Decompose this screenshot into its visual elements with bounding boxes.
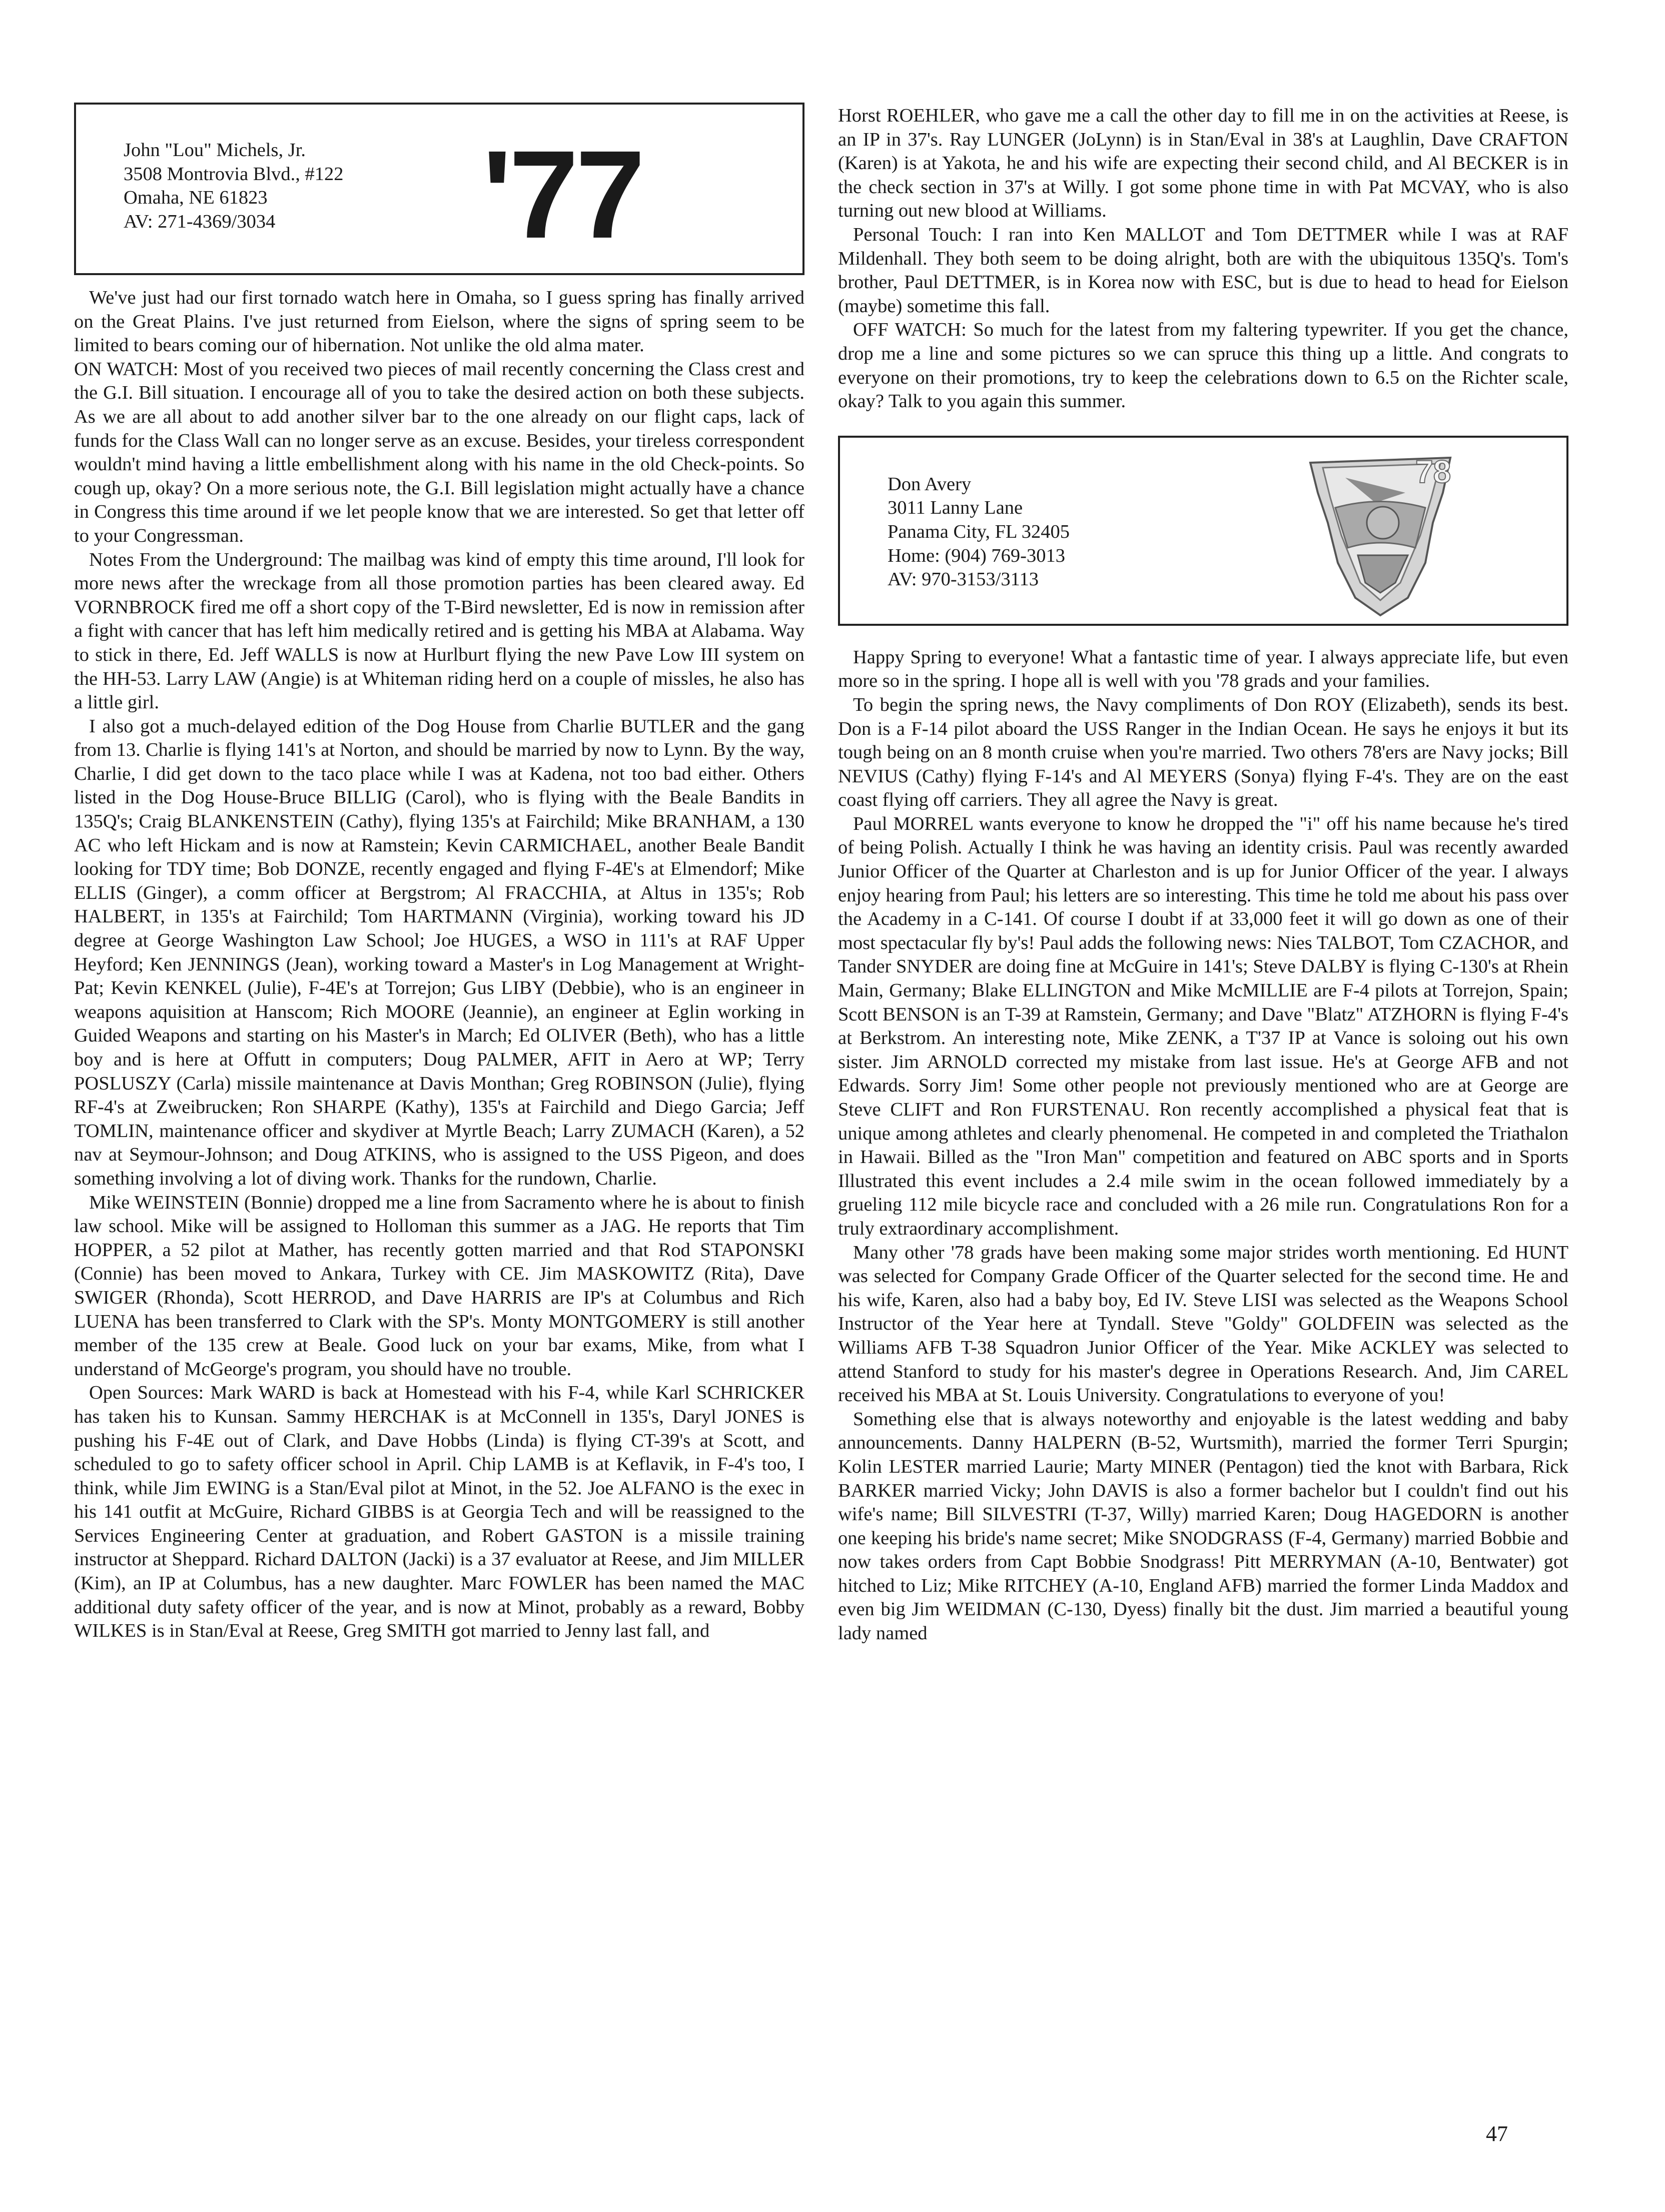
correspondent-name: Don Avery — [888, 473, 972, 495]
page-number: 47 — [1486, 2121, 1508, 2146]
correspondent-city: Omaha, NE 61823 — [124, 187, 268, 209]
paragraph: Something else that is always noteworthy and enjoyable is the latest wedding and baby announcements. Danny HALPERN (B-52, Wurtsmith), married the former Terri Spurgin; Kolin LESTER married Laurie; Marty MINER (Pentagon) tied the knot with Barbara, Rick BARKER married Vicky; John DAVIS is also a former bachelor but I couldn't find out his wife's name; Bill SILVESTRI (T-37, Willy) married Karen; Doug HAGEDORN is another one keeping his bride's name secret; Mike SNODGRASS (F-4, Germany) married Bobbie and now takes orders from Capt Bobbie Snodgrass! Pitt MERRYMAN (A-10, Bentwater) got hitched to Liz; Mike RITCHEY (A-10, England AFB) married the former Linda Maddox and even big Jim WEIDMAN (C-130, Dyess) finally bit the dust. Jim married a beautiful young lady named — [838, 1408, 1568, 1644]
paragraph: I also got a much-delayed edition of the Dog House from Charlie BUTLER and the gang from 13. Charlie is flying 141's at Norton, and should be married by now to Lynn. By the way, Charlie, I did get down to the taco place while I was at Kadena, not too bad either. Others listed in the Dog House-Bruce BILLIG (Carol), who is flying with the Beale Bandits in 135Q's; Craig BLANKENSTEIN (Cathy), flying 135's at Fairchild; Mike BRANHAM, a 130 AC who left Hickam and is now at Ramstein; Kevin CARMICHAEL, another Beale Bandit looking for TDY time; Bob DONZE, recently engaged and flying F-4E's at Elmendorf; Mike ELLIS (Ginger), a comm officer at Bergstrom; Al FRACCHIA, at Altus in 135's; Rob HALBERT, in 135's at Fairchild; Tom HARTMANN (Virginia), working toward his JD degree at George Washington Law School; Joe HUGES, a WSO in 111's at RAF Upper Heyford; Ken JENNINGS (Jean), working toward a Master's in Log Management at Wright-Pat; Kevin KENKEL (Julie), F-4E's at Torrejon; Gus LIBY (Debbie), who is an engineer in weapons aquisition at Hanscom; Rich MOORE (Jeannie), an engineer at Eglin working in Guided Weapons and starting on his Master's in March; Ed OLIVER (Beth), who has a little boy and is here at Offutt in computers; Doug PALMER, AFIT in Aero at WP; Terry POSLUSZY (Carla) missile maintenance at Davis Monthan; Greg ROBINSON (Julie), flying RF-4's at Zweibrucken; Ron SHARPE (Kathy), 135's at Fairchild and Diego Garcia; Jeff TOMLIN, maintenance officer and skydiver at Myrtle Beach; Larry ZUMACH (Karen), a 52 nav at Seymour-Johnson; and Doug ATKINS, who is assigned to the USS Pigeon, and does something involving a lot of diving work. Thanks for the rundown, Charlie. — [74, 715, 804, 1189]
column-right — [838, 104, 1568, 1646]
paragraph: Many other '78 grads have been making some major strides worth mentioning. Ed HUNT was selected for Company Grade Officer of the Quarter selected for the second time. He and his wife, Karen, also had a baby boy, Ed IV. Steve LISI was selected as the Weapons School Instructor of the Year here at Tyndall. Steve "Goldy" GOLDFEIN was selected as the Williams AFB T-38 Squadron Junior Officer of the Year. Mike ACKLEY was selected to attend Stanford to study for his master's degree in Operations Research. And, Jim CAREL received his MBA at St. Louis University. Congratulations to everyone of you! — [838, 1242, 1568, 1406]
paragraph: Happy Spring to everyone! What a fantastic time of year. I always appreciate life, but even more so in the spring. I hope all is well with you '78 grads and your families. — [838, 646, 1568, 692]
paragraph: Open Sources: Mark WARD is back at Homestead with his F-4, while Karl SCHRICKER has taken his to Kunsan. Sammy HERCHAK is at McConnell in 135's, Daryl JONES is pushing his F-4E out of Clark, and Dave Hobbs (Linda) is flying CT-39's at Scott, and scheduled to go to safety officer school in April. Chip LAMB is at Keflavik, in F-4's too, I think, while Jim EWING is a Stan/Eval pilot at Minot, in the 52. Joe ALFANO is the exec in his 141 outfit at McGuire, Richard GIBBS is at Georgia Tech and will be reassigned to the Services Engineering Center at graduation, and Robert GASTON is a missile training instructor at Sheppard. Richard DALTON (Jacki) is a 37 evaluator at Reese, and Jim MILLER (Kim), an IP at Columbus, has a new daughter. Marc FOWLER has been named the MAC additional duty safety officer of the year, and is now at Minot, probably as a reward, Bobby WILKES is in Stan/Eval at Reese, Greg SMITH got married to Jenny last fall, and — [74, 1382, 804, 1642]
paragraph: Personal Touch: I ran into Ken MALLOT and Tom DETTMER while I was at RAF Mildenhall. They both seem to be doing alright, both are with the ubiquitous 135Q's. Tom's brother, Paul DETTMER, is in Korea now with ESC, but is due to head to head for Eielson (maybe) sometime this fall. — [838, 224, 1568, 317]
correspondent-av: AV: 970-3153/3113 — [888, 569, 1039, 590]
correspondent-city: Panama City, FL 32405 — [888, 521, 1070, 542]
class-77-address-box — [74, 103, 804, 275]
correspondent-av: AV: 271-4369/3034 — [124, 211, 276, 232]
correspondent-address — [124, 139, 344, 234]
column-left — [74, 103, 804, 1643]
paragraph: ON WATCH: Most of you received two pieces of mail recently concerning the Class crest and the G.I. Bill situation. I encourage all of you to take the desired action on both these subjects. As we are all about to add another silver bar to the one already on our flight caps, lack of funds for the Class Wall can no longer serve as an excuse. Besides, your tireless correspondent wouldn't mind having a little embellishment along with his name in the old Check-points. So cough up, okay? On a more serious note, the G.I. Bill legislation might actually have a chance in Congress this time around if we let people know that we are interested. So get that letter off to your Congressman. — [74, 358, 804, 546]
correspondent-street: 3508 Montrovia Blvd., #122 — [124, 163, 344, 185]
paragraph: To begin the spring news, the Navy compliments of Don ROY (Elizabeth), sends its best. Don is a F-14 pilot aboard the USS Ranger in the Indian Ocean. He says he enjoys it but its tough being on an 8 month cruise when you're married. Two others 78'ers are Navy jocks; Bill NEVIUS (Cathy) flying F-14's and Al MEYERS (Sonya) flying F-4's. They are on the east coast flying off carriers. They all agree the Navy is great. — [838, 694, 1568, 811]
correspondent-address — [888, 473, 1070, 592]
paragraph: Mike WEINSTEIN (Bonnie) dropped me a line from Sacramento where he is about to finish law school. Mike will be assigned to Holloman this summer as a JAG. He reports that Tim HOPPER, a 52 pilot at Mather, has recently gotten married and that Rod STAPONSKI (Connie) has been moved to Ankara, Turkey with CE. Jim MASKOWITZ (Rita), Dave SWIGER (Rhonda), Scott HERROD, and Dave HARRIS are IP's at Columbus and Rich LUENA has been transferred to Clark with the SP's. Monty MONTGOMERY is still another member of the 135 crew at Beale. Good luck on your bar exams, Mike, from what I understand of McGeorge's program, you should have no trouble. — [74, 1192, 804, 1380]
correspondent-name: John "Lou" Michels, Jr. — [124, 140, 306, 161]
paragraph: OFF WATCH: So much for the latest from my faltering typewriter. If you get the chance, drop me a line and some pictures so we can spruce this thing up a little. And congrats to everyone on their promotions, try to keep the celebrations down to 6.5 on the Richter scale, okay? Talk to you again this summer. — [838, 319, 1568, 412]
paragraph: We've just had our first tornado watch here in Omaha, so I guess spring has finally arrived on the Great Plains. I've just returned from Eielson, where the signs of spring seem to be limited to bears coming our of hibernation. Not unlike the old alma mater. — [74, 287, 804, 356]
class-78-address-box — [838, 436, 1568, 626]
correspondent-street: 3011 Lanny Lane — [888, 497, 1023, 519]
class-crest-icon — [1300, 448, 1460, 618]
correspondent-home-phone: Home: (904) 769-3013 — [888, 545, 1065, 566]
class-year-heading: '77 — [482, 125, 642, 264]
crest-year-label: 78 — [1415, 453, 1451, 490]
paragraph: Paul MORREL wants everyone to know he dropped the "i" off his name because he's tired of being Polish. Actually I think he was having an identity crisis. Paul was recently awarded Junior Officer of the Quarter at Charleston and is up for Junior Officer of the year. I always enjoy hearing from Paul; his letters are so interesting. This time he told me about his pass over the Academy in a C-141. Of course I doubt if at 33,000 feet it will go down as one of their most spectacular fly by's! Paul adds the following news: Nies TALBOT, Tom CZACHOR, and Tander SNYDER are doing fine at McGuire in 141's; Steve DALBY is flying C-130's at Rhein Main, Germany; Blake ELLINGTON and Mike McMILLIE are F-4 pilots at Torrejon, Spain; Scott BENSON is an T-39 at Ramstein, Germany; and Dave "Blatz" ATZHORN is flying F-4's at Berkstrom. An interesting note, Mike ZENK, a T'37 IP at Vance is soloing out his own sister. Jim ARNOLD corrected my mistake from last issue. He's at George AFB and not Edwards. Sorry Jim! Some other people not previously mentioned who are at George are Steve CLIFT and Ron FURSTENAU. Ron recently accomplished a physical feat that is unique among athletes and clearly phenomenal. He competed in and completed the Triathalon in Hawaii. Billed as the "Iron Man" competition and featured on ABC sports and in Sports Illustrated this event includes a 2.4 mile swim in the ocean followed immediately by a grueling 112 mile bicycle race and concluded with a 26 mile run. Congratulations Ron for a truly extraordinary accomplishment. — [838, 813, 1568, 1239]
paragraph: Horst ROEHLER, who gave me a call the other day to fill me in on the activities at Reese, is an IP in 37's. Ray LUNGER (JoLynn) is in Stan/Eval in 38's at Laughlin, Dave CRAFTON (Karen) is at Yakota, he and his wife are expecting their second child, and Al BECKER is in the check section in 37's at Willy. I got some phone time in with Pat MCVAY, who is also turning out new blood at Williams. — [838, 105, 1568, 222]
paragraph: Notes From the Underground: The mailbag was kind of empty this time around, I'll look for more news after the wreckage from all those promotion parties has been cleared away. Ed VORNBROCK fired me off a short copy of the T-Bird newsletter, Ed is now in remission after a fight with cancer that has left him medically retired and is getting his MBA at Alabama. Way to stick in there, Ed. Jeff WALLS is now at Hurlburt flying the new Pave Low III system on the HH-53. Larry LAW (Angie) is at Whiteman riding herd on a couple of missles, he also has a little girl. — [74, 549, 804, 713]
